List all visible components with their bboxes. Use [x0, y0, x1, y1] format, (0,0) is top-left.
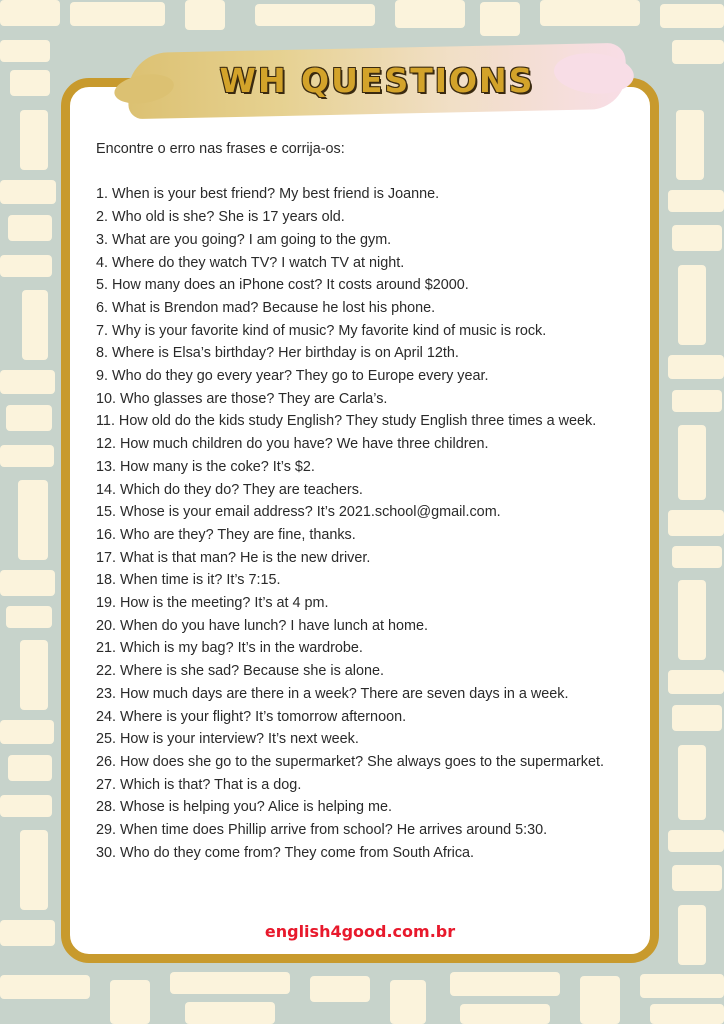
question-item: 27. Which is that? That is a dog. — [96, 776, 302, 793]
question-item: 2. Who old is she? She is 17 years old. — [96, 209, 345, 226]
question-item: 22. Where is she sad? Because she is alone. — [96, 663, 384, 680]
question-item: 25. How is your interview? It’s next week. — [96, 731, 359, 748]
question-item: 20. When do you have lunch? I have lunch at home. — [96, 617, 429, 634]
question-item: 24. Where is your flight? It’s tomorrow afternoon. — [96, 708, 407, 725]
question-item: 18. When time is it? It’s 7:15. — [96, 572, 281, 589]
question-item: 1. When is your best friend? My best friend is Joanne. — [96, 186, 440, 203]
question-item: 16. Who are they? They are fine, thanks. — [96, 526, 356, 543]
question-item: 17. What is that man? He is the new driver. — [96, 549, 371, 566]
question-item: 7. Why is your favorite kind of music? My favorite kind of music is rock. — [96, 322, 547, 339]
question-item: 6. What is Brendon mad? Because he lost his phone. — [96, 299, 436, 316]
question-item: 19. How is the meeting? It’s at 4 pm. — [96, 595, 329, 612]
question-item: 11. How old do the kids study English? They study English three times a week. — [96, 413, 597, 430]
question-item: 9. Who do they go every year? They go to Europe every year. — [96, 368, 489, 385]
question-item: 14. Which do they do? They are teachers. — [96, 481, 363, 498]
website-link[interactable]: english4good.com.br — [264, 922, 456, 941]
question-item: 26. How does she go to the supermarket? She always goes to the supermarket. — [96, 753, 604, 770]
question-item: 10. Who glasses are those? They are Carla’s. — [96, 390, 388, 407]
question-item: 30. Who do they come from? They come from South Africa. — [96, 844, 475, 861]
worksheet-content — [96, 138, 641, 864]
question-item: 29. When time does Phillip arrive from school? He arrives around 5:30. — [96, 822, 548, 839]
question-item: 21. Which is my bag? It’s in the wardrobe. — [96, 640, 363, 657]
question-item: 4. Where do they watch TV? I watch TV at night. — [96, 254, 405, 271]
question-item: 12. How much children do you have? We have three children. — [96, 436, 489, 453]
instruction-text: Encontre o erro nas frases e corrija-os: — [96, 141, 345, 157]
question-item: 28. Whose is helping you? Alice is helping me. — [96, 799, 392, 816]
page-title: WH QUESTIONS — [219, 61, 535, 100]
question-item: 8. Where is Elsa’s birthday? Her birthday is on April 12th. — [96, 345, 459, 362]
question-item: 5. How many does an iPhone cost? It costs around $2000. — [96, 277, 469, 294]
question-item: 13. How many is the coke? It’s $2. — [96, 458, 315, 475]
questions-list — [96, 183, 641, 864]
question-item: 23. How much days are there in a week? There are seven days in a week. — [96, 685, 569, 702]
question-item: 3. What are you going? I am going to the gym. — [96, 231, 392, 248]
question-item: 15. Whose is your email address? It’s 2021.school@gmail.com. — [96, 504, 501, 521]
